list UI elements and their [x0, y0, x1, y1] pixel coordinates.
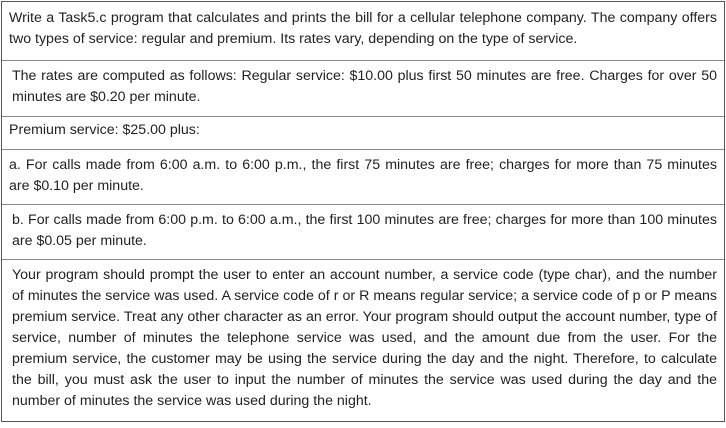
divider — [2, 60, 724, 61]
premium-service-heading: Premium service: $25.00 plus: — [9, 122, 200, 138]
divider — [2, 204, 724, 205]
premium-night-rate-paragraph: b. For calls made from 6:00 p.m. to 6:00 a.m., the first 100 minutes are free; charges for more than 100 minutes are $0.05 per minute. — [12, 212, 717, 249]
regular-rates-paragraph: The rates are computed as follows: Regular service: $10.00 plus first 50 minutes are free. Charges for over 50 minutes are $0.20 per minute. — [12, 68, 717, 105]
program-requirements-paragraph: Your program should prompt the user to enter an account number, a service code (type char), and the number of minutes the service was used. A service code of r or R means regular service; a service code of p or P means premium service. Treat any other character as an error. Your program should output the account number, type of service, number of minutes the telephone service was used, and the amount due from the user. For the premium service, the customer may be using the service during the day and the night. Therefore, to calculate the bill, you must ask the user to input the number of minutes the service was used during the day and the number of minutes the service was used during the night. — [12, 267, 717, 409]
divider — [2, 116, 724, 117]
divider — [2, 259, 724, 260]
premium-day-rate-paragraph: a. For calls made from 6:00 a.m. to 6:00 p.m., the first 75 minutes are free; charges for more than 75 minutes are $0.10 per minute. — [9, 157, 717, 194]
assignment-document — [1, 1, 725, 422]
divider — [2, 149, 724, 150]
intro-paragraph: Write a Task5.c program that calculates and prints the bill for a cellular telephone company. The company offers two types of service: regular and premium. Its rates vary, depending on the type of service. — [9, 10, 717, 47]
